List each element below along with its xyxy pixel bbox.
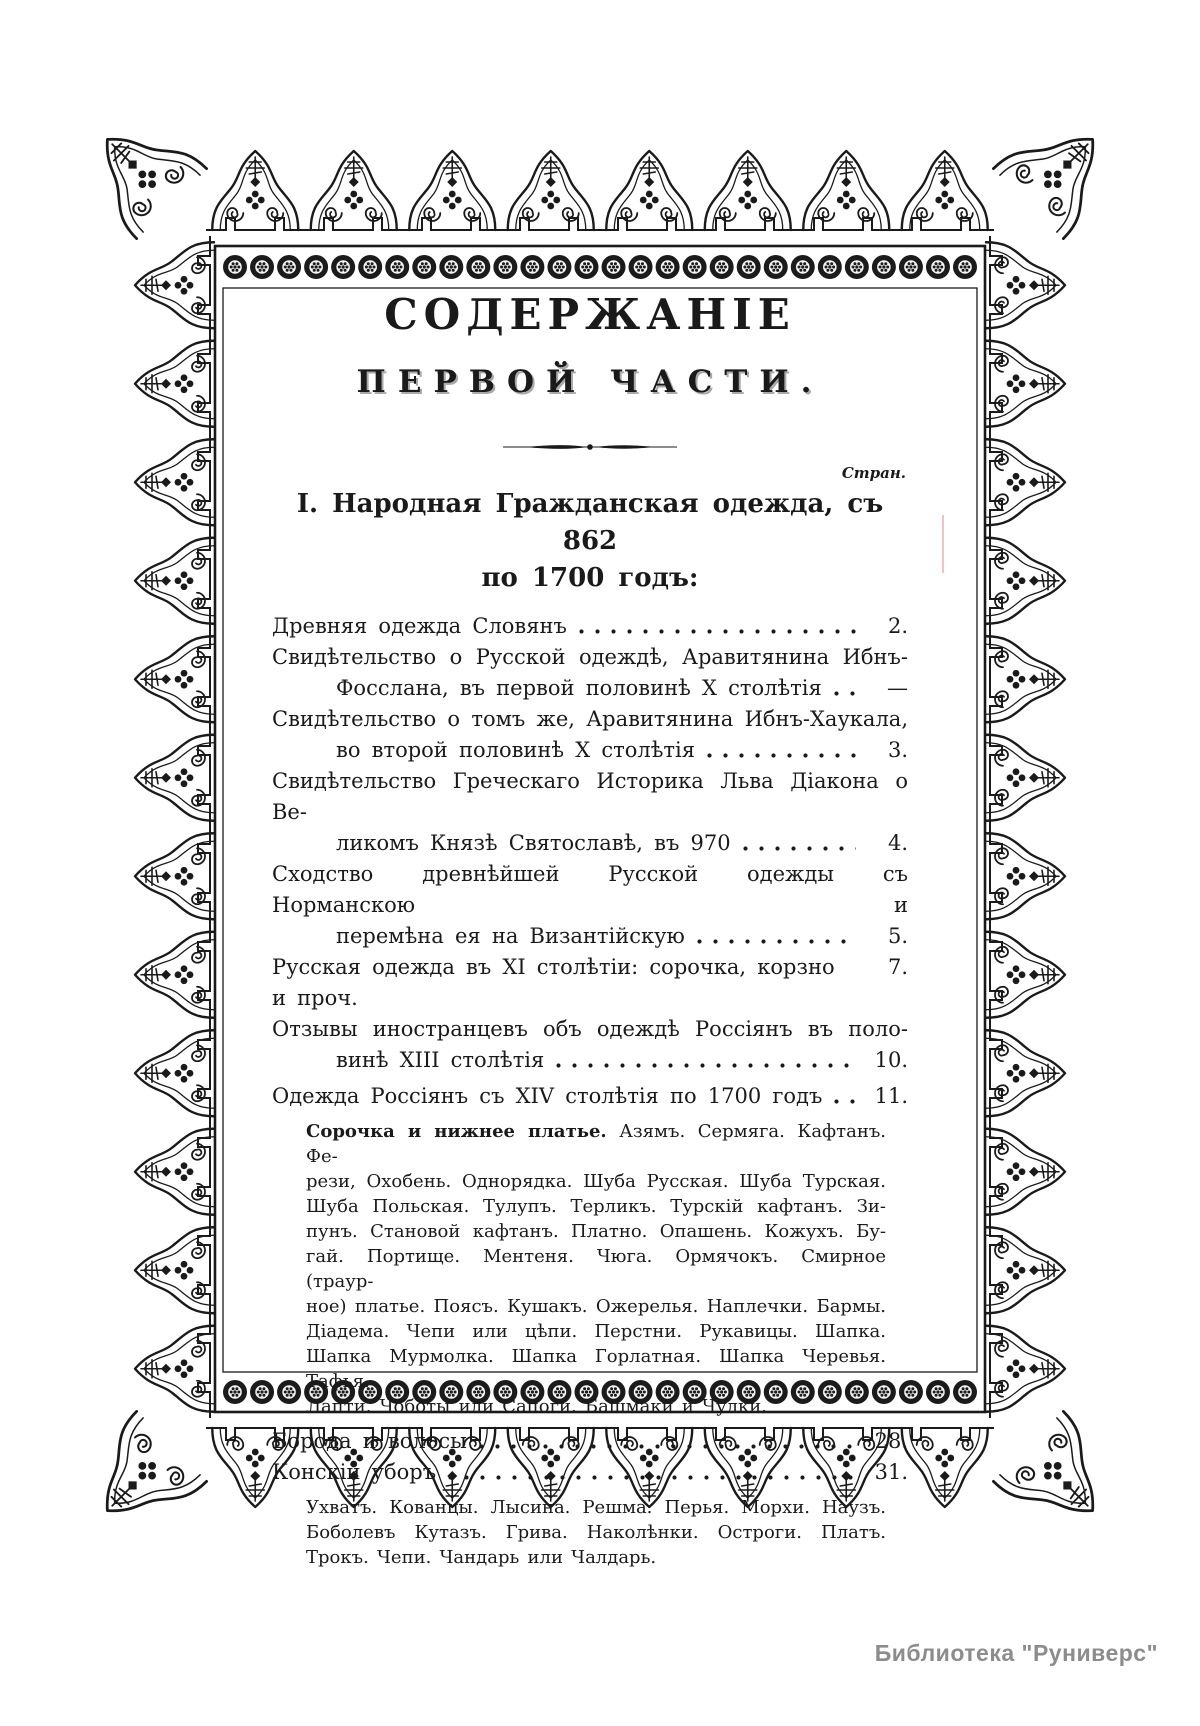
page-subtitle: ПЕРВОЙ ЧАСТИ. — [356, 364, 824, 400]
sub-entry-line: Ухватъ. Кованцы. Лысина. Решма. Перья. Морхи. Наузъ. — [306, 1497, 886, 1518]
sub-entry-line: пунъ. Становой кафтанъ. Платно. Опашень. Кожухъ. Бу- — [306, 1221, 886, 1242]
page-title: СОДЕРЖАНІЕ — [384, 290, 796, 339]
table-of-contents — [272, 292, 908, 1577]
toc-entry — [272, 1045, 908, 1076]
entry-text: Конскій уборъ — [272, 1460, 437, 1484]
divider-ornament — [272, 440, 908, 454]
page-number: 3. — [887, 738, 908, 762]
page-number: 31. — [874, 1460, 908, 1484]
toc-entry: Сходство древнѣйшей Русской одежды съ Норманскою и — [272, 862, 908, 917]
dot-leader — [834, 691, 856, 697]
page-number: 2. — [887, 614, 908, 638]
section-heading — [272, 486, 908, 597]
entry-text: ликомъ Князѣ Святославѣ, въ 970 — [336, 831, 731, 855]
sub-entry-bold: Сорочка и нижнее платье. — [306, 1121, 607, 1142]
toc-entry — [272, 1081, 908, 1112]
toc-entry — [272, 952, 908, 1014]
sub-entry-line: ное) платье. Поясъ. Кушакъ. Ожерелья. Наплечки. Бармы. — [306, 1296, 886, 1317]
page-number: 28. — [874, 1429, 908, 1453]
toc-entry: Отзывы иностранцевъ объ одеждѣ Россіянъ въ поло- — [272, 1017, 908, 1041]
entry-text: Русская одежда въ XI столѣтіи: сорочка, корзно и проч. — [272, 955, 835, 1010]
sub-entry-line: Сорочка и нижнее платье. Азямъ. Сермяга. Кафтанъ. Фе- — [306, 1121, 886, 1167]
toc-entry — [272, 828, 908, 859]
page-number: 10. — [874, 1048, 908, 1072]
toc-entry — [272, 1426, 908, 1457]
entry-text: во второй половинѣ X столѣтія — [336, 738, 695, 762]
page-number: 5. — [887, 924, 908, 948]
page-number: 4. — [887, 831, 908, 855]
scan-artifact-mark — [942, 515, 944, 573]
dot-leader — [579, 629, 856, 635]
dot-leader — [556, 1063, 856, 1069]
page-number: 11. — [874, 1084, 908, 1108]
page-number: — — [887, 676, 908, 700]
toc-entry — [272, 735, 908, 766]
entry-text: Фосслана, въ первой половинѣ X столѣтія — [336, 676, 822, 700]
page-column-label: Стран. — [841, 464, 906, 482]
sub-entry-line: Шапка Мурмолка. Шапка Горлатная. Шапка Черевья. Тафья. — [306, 1346, 886, 1392]
toc-entries — [272, 611, 908, 1570]
toc-entry: Свидѣтельство о Русской одеждѣ, Аравитянина Ибнъ- — [272, 645, 908, 669]
toc-entry — [272, 611, 908, 642]
dot-leader — [479, 1444, 856, 1450]
entry-text: винѣ XIII столѣтія — [336, 1048, 545, 1072]
dot-leader — [697, 939, 856, 945]
toc-entry — [272, 1457, 908, 1488]
divider-rule-icon — [495, 440, 685, 454]
sub-entry-line: Шуба Польская. Тулупъ. Терликъ. Турскій кафтанъ. Зи- — [306, 1196, 886, 1217]
entry-text: Древняя одежда Словянъ — [272, 614, 567, 638]
toc-entry — [272, 921, 908, 952]
section-heading-line2: по 1700 годъ: — [481, 563, 699, 593]
sub-entry-line: Діадема. Чепи или цѣпи. Перстни. Рукавицы. Шапка. — [306, 1321, 886, 1342]
entry-text: Борода и волосы — [272, 1429, 467, 1453]
sub-entry-line: Трокъ. Чепи. Чандарь или Чалдарь. — [306, 1547, 657, 1568]
sub-entry-paragraph — [306, 1119, 886, 1419]
sub-entry-line: Лапти. Чоботы или Сапоги. Башмаки и Чулки. — [306, 1396, 767, 1417]
toc-entry — [272, 673, 908, 704]
entry-text: перемѣна ея на Византійскую — [336, 924, 685, 948]
sub-entry-line: рези, Охобень. Однорядка. Шуба Русская. Шуба Турская. — [306, 1171, 886, 1192]
library-watermark: Библиотека "Руниверс" — [874, 1640, 1158, 1666]
dot-leader — [743, 846, 856, 852]
dot-leader — [834, 1099, 856, 1105]
page-number: 7. — [887, 955, 908, 979]
dot-leader — [448, 1475, 856, 1481]
toc-entry: Свидѣтельство о томъ же, Аравитянина Ибнъ-Хаукала, — [272, 707, 908, 731]
entry-text: Одежда Россіянъ съ XIV столѣтія по 1700 годъ — [272, 1084, 823, 1108]
toc-entry: Свидѣтельство Греческаго Историка Льва Діакона о Ве- — [272, 769, 908, 824]
sub-entry-paragraph — [306, 1495, 886, 1570]
dot-leader — [707, 753, 856, 759]
section-heading-line1: I. Народная Гражданская одежда, съ 862 — [296, 489, 884, 556]
sub-entry-line: гай. Портище. Ментеня. Чюга. Ормячокъ. Смирное (траур- — [306, 1246, 886, 1292]
sub-entry-line: Боболевъ Кутазъ. Грива. Наколѣнки. Остроги. Платъ. — [306, 1522, 886, 1543]
